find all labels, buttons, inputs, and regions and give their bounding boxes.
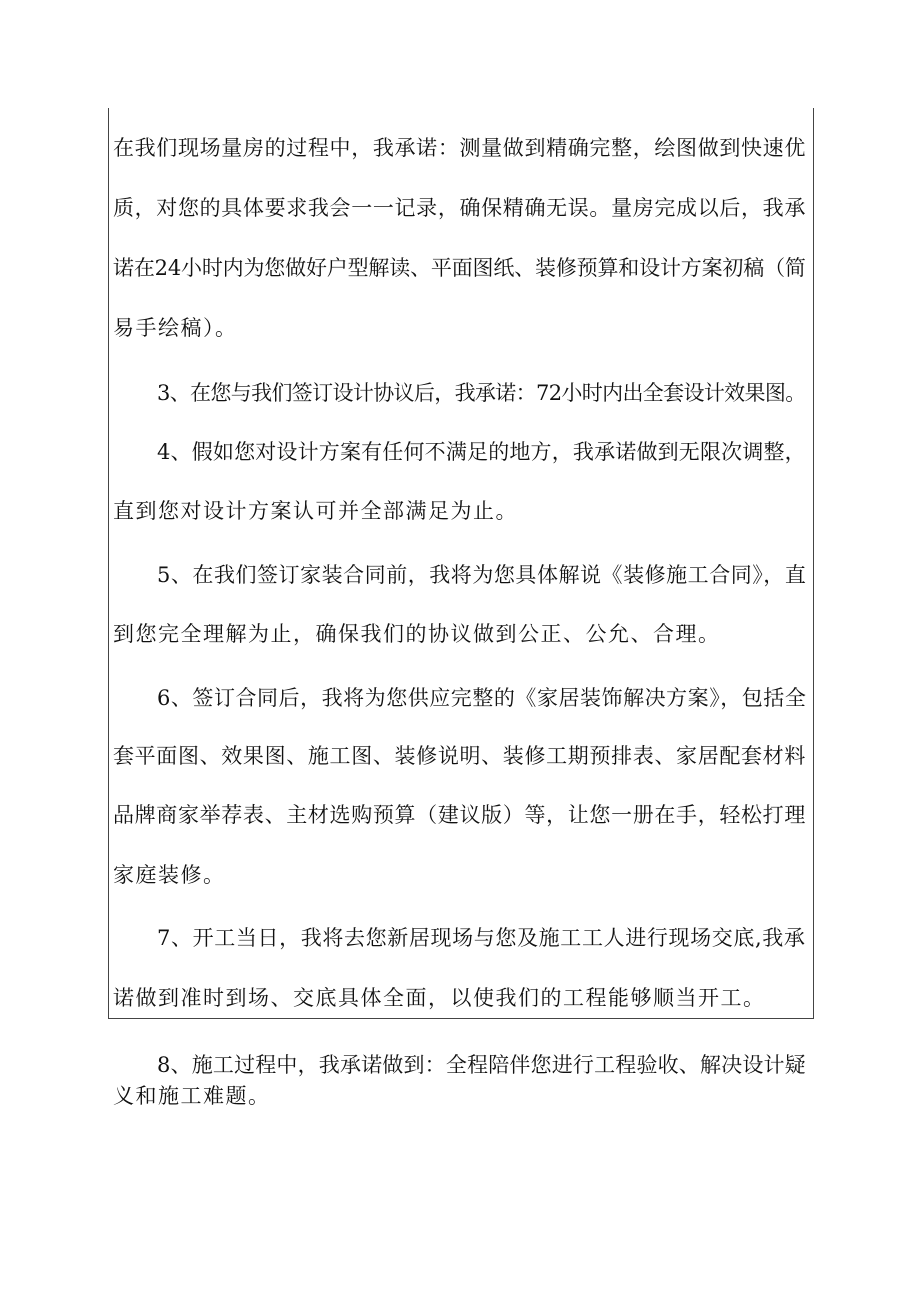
text-line: 诺在24小时内为您做好户型解读、平面图纸、装修预算和设计方案初稿（简 <box>113 256 806 280</box>
text-line: 家庭装修。 <box>113 863 226 887</box>
text-line: 在我们现场量房的过程中，我承诺：测量做到精确完整，绘图做到快速优 <box>113 136 806 160</box>
text-line: 义和施工难题。 <box>113 1084 271 1108</box>
text-line: 直到您对设计方案认可并全部满足为止。 <box>113 499 518 523</box>
text-line: 易手绘稿）。 <box>113 316 238 340</box>
text-line: 4、假如您对设计方案有任何不满足的地方，我承诺做到无限次调整， <box>157 440 806 464</box>
text-line: 套平面图、效果图、施工图、装修说明、装修工期预排表、家居配套材料 <box>113 744 806 768</box>
text-line: 到您完全理解为止，确保我们的协议做到公正、公允、合理。 <box>113 622 721 646</box>
text-line: 8、施工过程中，我承诺做到：全程陪伴您进行工程验收、解决设计疑 <box>157 1053 806 1077</box>
text-line: 7、开工当日，我将去您新居现场与您及施工工人进行现场交底,我承 <box>157 926 806 950</box>
text-line: 6、签订合同后，我将为您供应完整的《家居装饰解决方案》，包括全 <box>157 686 807 710</box>
text-line: 3、在您与我们签订设计协议后，我承诺：72小时内出全套设计效果图。 <box>157 381 806 405</box>
text-line: 质，对您的具体要求我会一一记录，确保精确无误。量房完成以后，我承 <box>113 196 806 220</box>
text-line: 5、在我们签订家装合同前，我将为您具体解说《装修施工合同》，直 <box>157 563 807 587</box>
text-line: 诺做到准时到场、交底具体全面，以使我们的工程能够顺当开工。 <box>113 986 766 1010</box>
text-line: 品牌商家举荐表、主材选购预算（建议版）等，让您一册在手，轻松打理 <box>113 803 806 827</box>
